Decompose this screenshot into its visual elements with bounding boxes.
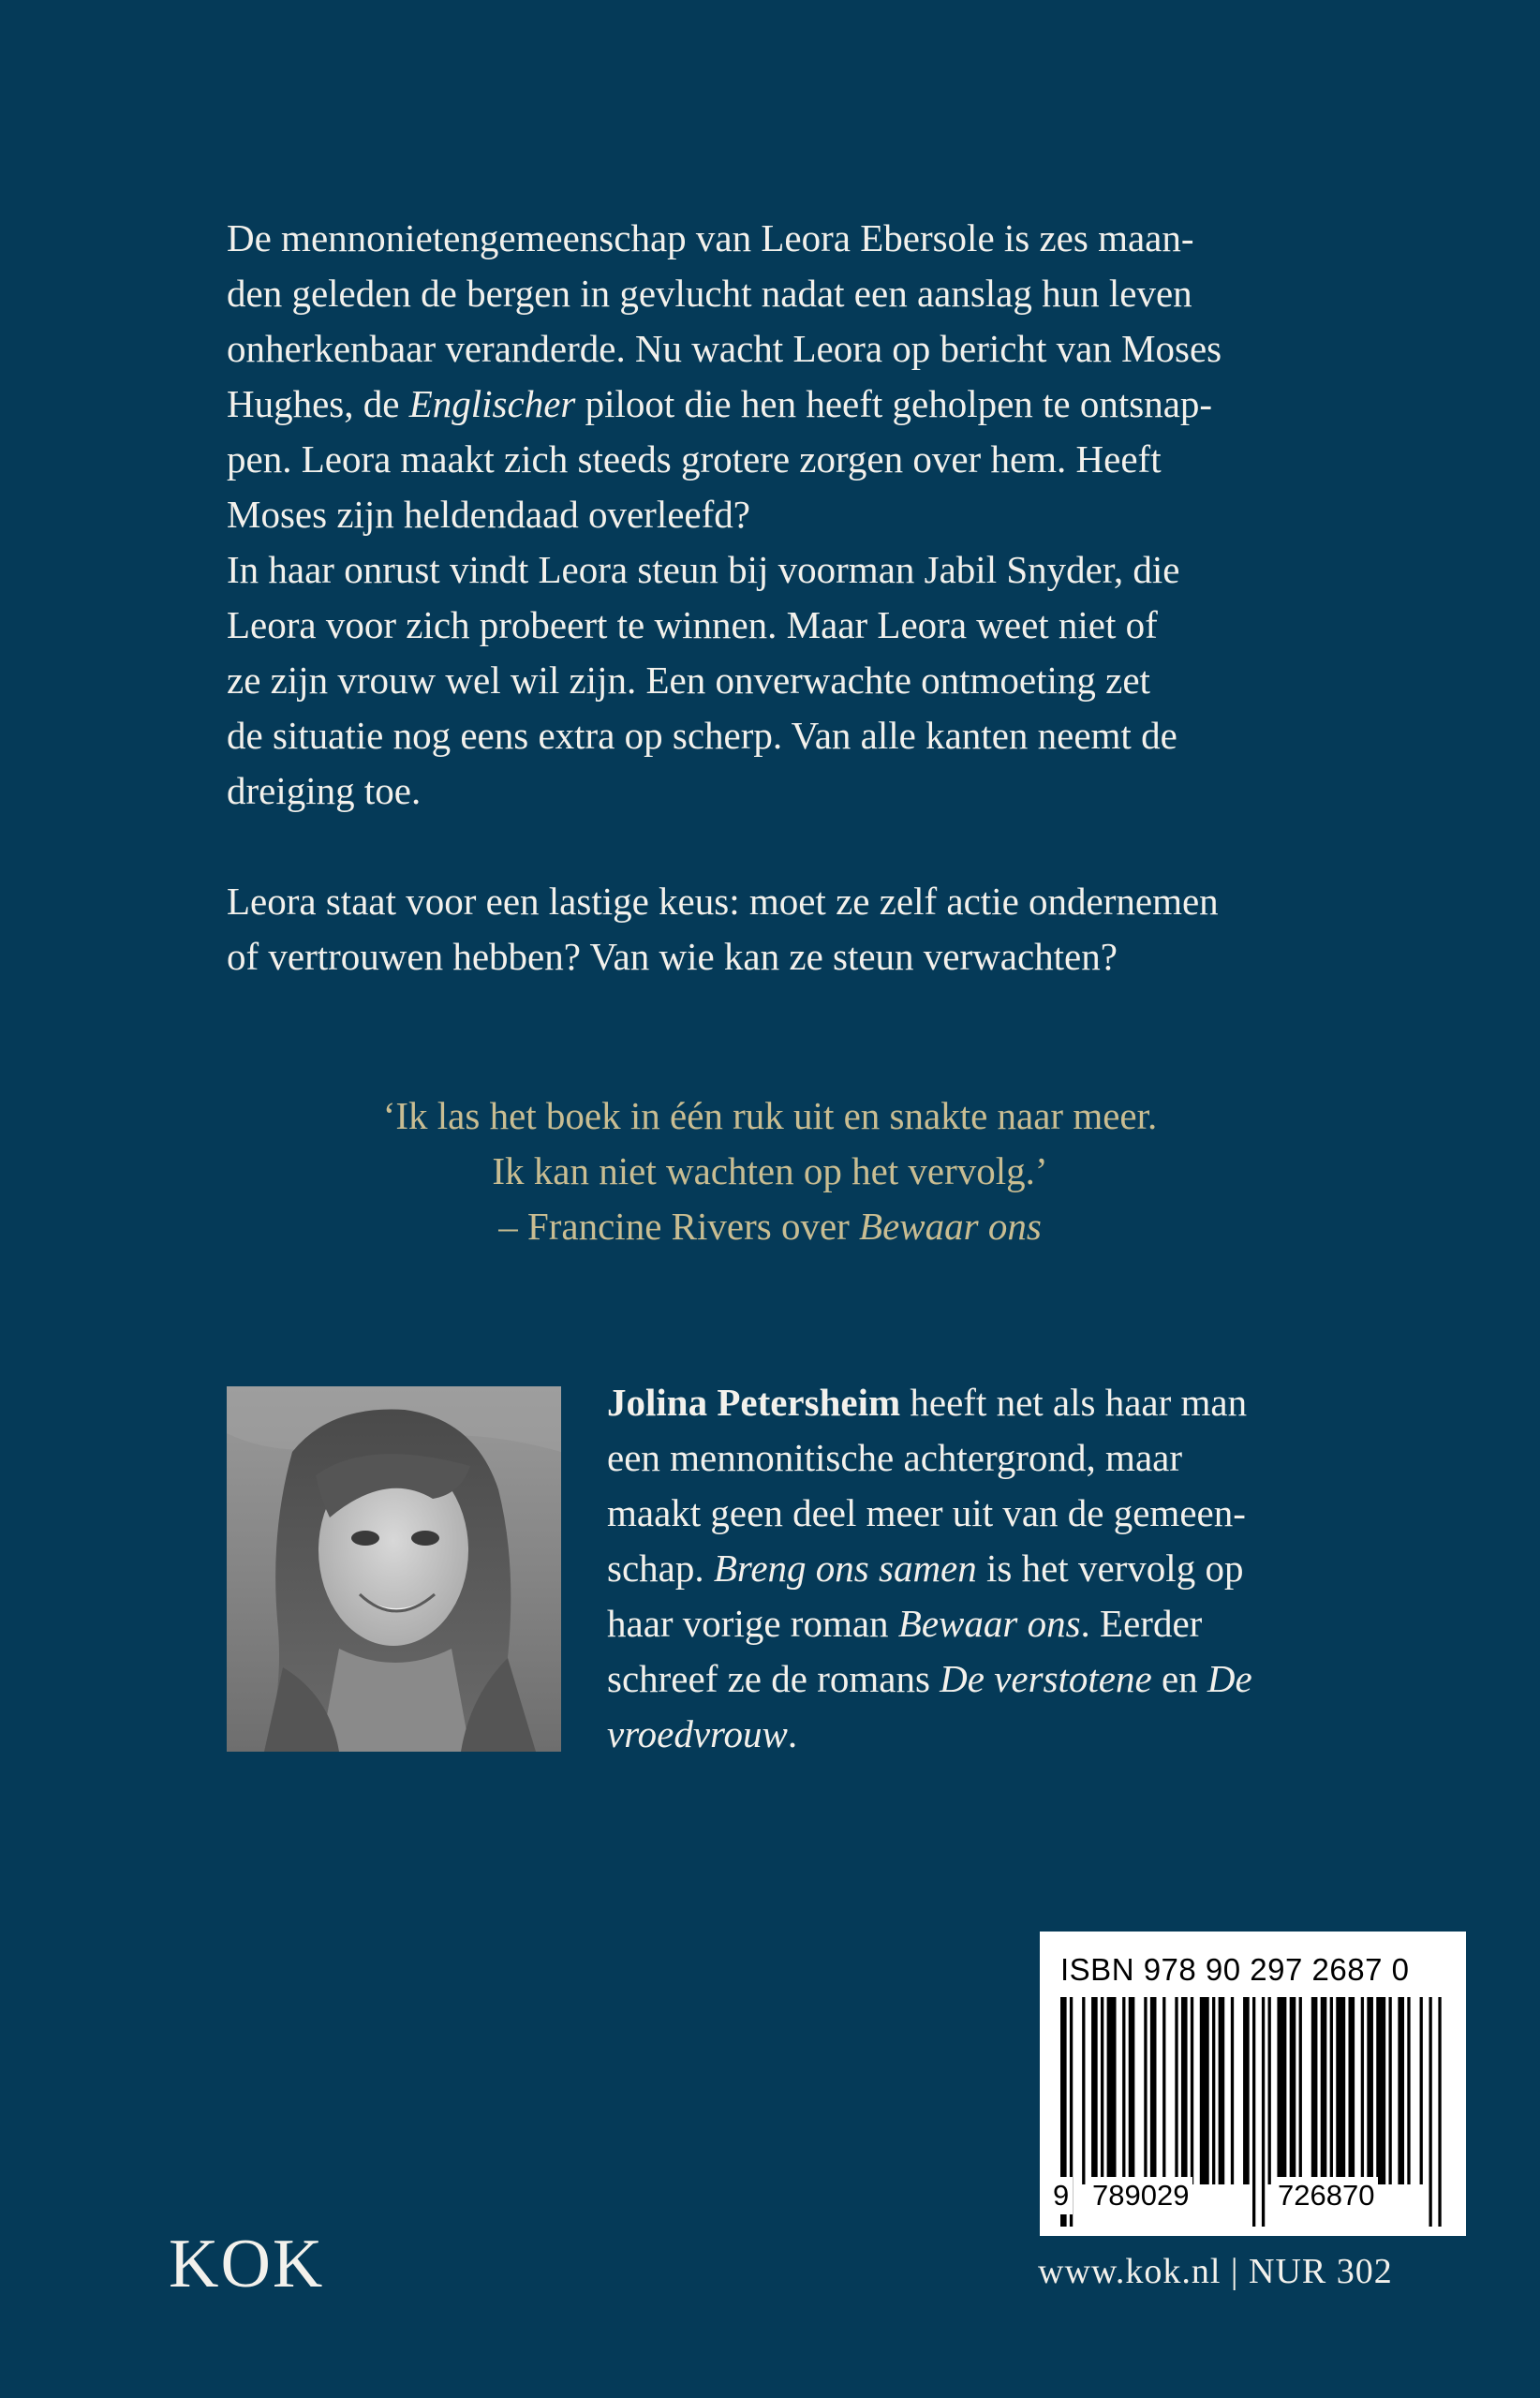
barcode-bar — [1144, 1997, 1147, 2184]
publisher-logo: KOK — [169, 2226, 325, 2302]
bio-text-segment: schap. — [607, 1547, 714, 1590]
footer-info — [1038, 2251, 1393, 2292]
isbn-barcode — [1040, 1932, 1466, 2236]
barcode-bar — [1361, 1997, 1364, 2184]
bio-text-segment: schreef ze de romans — [607, 1657, 940, 1700]
ean-digits-right: 726870 — [1274, 2177, 1378, 2214]
barcode-bar — [1262, 1997, 1265, 2227]
quote-attribution — [227, 1199, 1313, 1254]
footer-separator: | — [1230, 2252, 1239, 2291]
bio-line — [607, 1375, 1338, 1430]
barcode-bar — [1367, 1997, 1373, 2184]
nur-code: NUR 302 — [1249, 2252, 1393, 2291]
blurb-line: De mennonietengemeenschap van Leora Ebersole is zes maan- — [227, 216, 1194, 259]
blurb-paragraph-1 — [227, 211, 1332, 542]
barcode-bar — [1129, 1997, 1135, 2184]
author-photo — [227, 1386, 561, 1752]
barcode-bar — [1181, 1997, 1188, 2184]
blurb-text — [227, 211, 1332, 984]
barcode-bar — [1268, 1997, 1271, 2184]
blurb-line: pen. Leora maakt zich steeds grotere zorgen over hem. Heeft — [227, 437, 1162, 481]
bio-line: maakt geen deel meer uit van de gemeen- — [607, 1491, 1246, 1534]
isbn-label: ISBN 978 90 297 2687 0 — [1060, 1952, 1410, 1987]
barcode-bar — [1376, 1997, 1385, 2184]
barcode-bar — [1330, 1997, 1333, 2184]
bio-text-segment: . — [787, 1712, 798, 1755]
blurb-paragraph-3 — [227, 874, 1332, 984]
barcode-bar — [1299, 1997, 1302, 2184]
blurb-line: dreiging toe. — [227, 769, 422, 812]
book-title: De verstotene — [940, 1657, 1152, 1700]
barcode-bar — [1091, 1997, 1098, 2184]
barcode-bar — [1438, 1997, 1441, 2227]
barcode-bar — [1349, 1997, 1355, 2184]
book-title: Breng ons samen — [713, 1547, 977, 1590]
blurb-line: In haar onrust vindt Leora steun bij voorman Jabil Snyder, die — [227, 548, 1180, 591]
book-title: De — [1207, 1657, 1252, 1700]
blurb-line: den geleden de bergen in gevlucht nadat een aanslag hun leven — [227, 272, 1192, 315]
blurb-text-segment: piloot die hen heeft geholpen te ontsnap- — [575, 382, 1213, 425]
barcode-bar — [1101, 1997, 1103, 2184]
barcode-bar — [1336, 1997, 1345, 2184]
barcode-bar — [1212, 1997, 1215, 2184]
barcode-bar — [1243, 1997, 1250, 2184]
barcode-bar — [1175, 1997, 1177, 2184]
blurb-line: ze zijn vrouw wel wil zijn. Een onverwachte ontmoeting zet — [227, 659, 1150, 702]
barcode-bar — [1321, 1997, 1327, 2184]
bio-line — [607, 1651, 1338, 1707]
bio-text-segment: is het vervolg op — [976, 1547, 1244, 1590]
blurb-line: Moses zijn heldendaad overleefd? — [227, 493, 750, 536]
barcode-bar — [1420, 1997, 1423, 2184]
blurb-paragraph-2 — [227, 542, 1332, 819]
bio-line — [607, 1596, 1338, 1651]
bio-text-segment: haar vorige roman — [607, 1602, 898, 1645]
quote-line-1: ‘Ik las het boek in één ruk uit en snakte naar meer. — [382, 1094, 1158, 1137]
bio-line: een mennonitische achtergrond, maar — [607, 1436, 1182, 1479]
barcode-bar — [1082, 1997, 1085, 2184]
barcode-bar — [1398, 1997, 1404, 2184]
attribution-book-title: Bewaar ons — [859, 1205, 1042, 1248]
blurb-line: of vertrouwen hebben? Van wie kan ze steun verwachten? — [227, 935, 1118, 978]
publisher-website: www.kok.nl — [1038, 2252, 1222, 2291]
blurb-line: de situatie nog eens extra op scherp. Van alle kanten neemt de — [227, 714, 1177, 757]
quote-line-2: Ik kan niet wachten op het vervolg.’ — [492, 1149, 1048, 1192]
blurb-text-segment: Hughes, de — [227, 382, 409, 425]
author-bio — [607, 1375, 1338, 1762]
barcode-bar — [1407, 1997, 1410, 2184]
barcode-bar — [1231, 1997, 1234, 2184]
barcode-bar — [1311, 1997, 1318, 2184]
endorsement-quote — [227, 1088, 1313, 1254]
barcode-bar — [1150, 1997, 1157, 2184]
book-title: vroedvrouw — [607, 1712, 788, 1755]
author-portrait-image — [227, 1386, 561, 1752]
barcode-bar — [1388, 1997, 1391, 2184]
barcode-bar — [1277, 1997, 1286, 2184]
author-name: Jolina Petersheim — [607, 1381, 901, 1424]
bio-text-segment: . Eerder — [1080, 1602, 1203, 1645]
barcode-bar — [1429, 1997, 1431, 2227]
barcode-bar — [1162, 1997, 1165, 2184]
blurb-line: Leora voor zich probeert te winnen. Maar Leora weet niet of — [227, 603, 1158, 646]
blurb-line: onherkenbaar veranderde. Nu wacht Leora op bericht van Moses — [227, 327, 1222, 370]
bio-line — [607, 1707, 1338, 1762]
bio-text-segment: en — [1151, 1657, 1207, 1700]
bio-text-segment: heeft net als haar man — [900, 1381, 1248, 1424]
book-title: Bewaar ons — [897, 1602, 1081, 1645]
barcode-bar — [1200, 1997, 1209, 2184]
barcode-bar — [1219, 1997, 1225, 2184]
bio-line — [607, 1541, 1338, 1596]
attribution-prefix: – Francine Rivers over — [498, 1205, 860, 1248]
ean-digits-left: 789029 — [1088, 2177, 1192, 2214]
barcode-bar — [1290, 1997, 1296, 2184]
paragraph-gap — [227, 819, 1332, 874]
barcode-bar — [1122, 1997, 1125, 2184]
ean-digit-first: 9 — [1049, 2177, 1073, 2214]
barcode-bar — [1191, 1997, 1193, 2184]
barcode-bar — [1252, 1997, 1255, 2227]
blurb-line: Leora staat voor een lastige keus: moet ze zelf actie ondernemen — [227, 880, 1219, 923]
barcode-bar — [1107, 1997, 1117, 2184]
blurb-line — [227, 377, 1332, 432]
blurb-italic-term: Englischer — [408, 382, 576, 425]
